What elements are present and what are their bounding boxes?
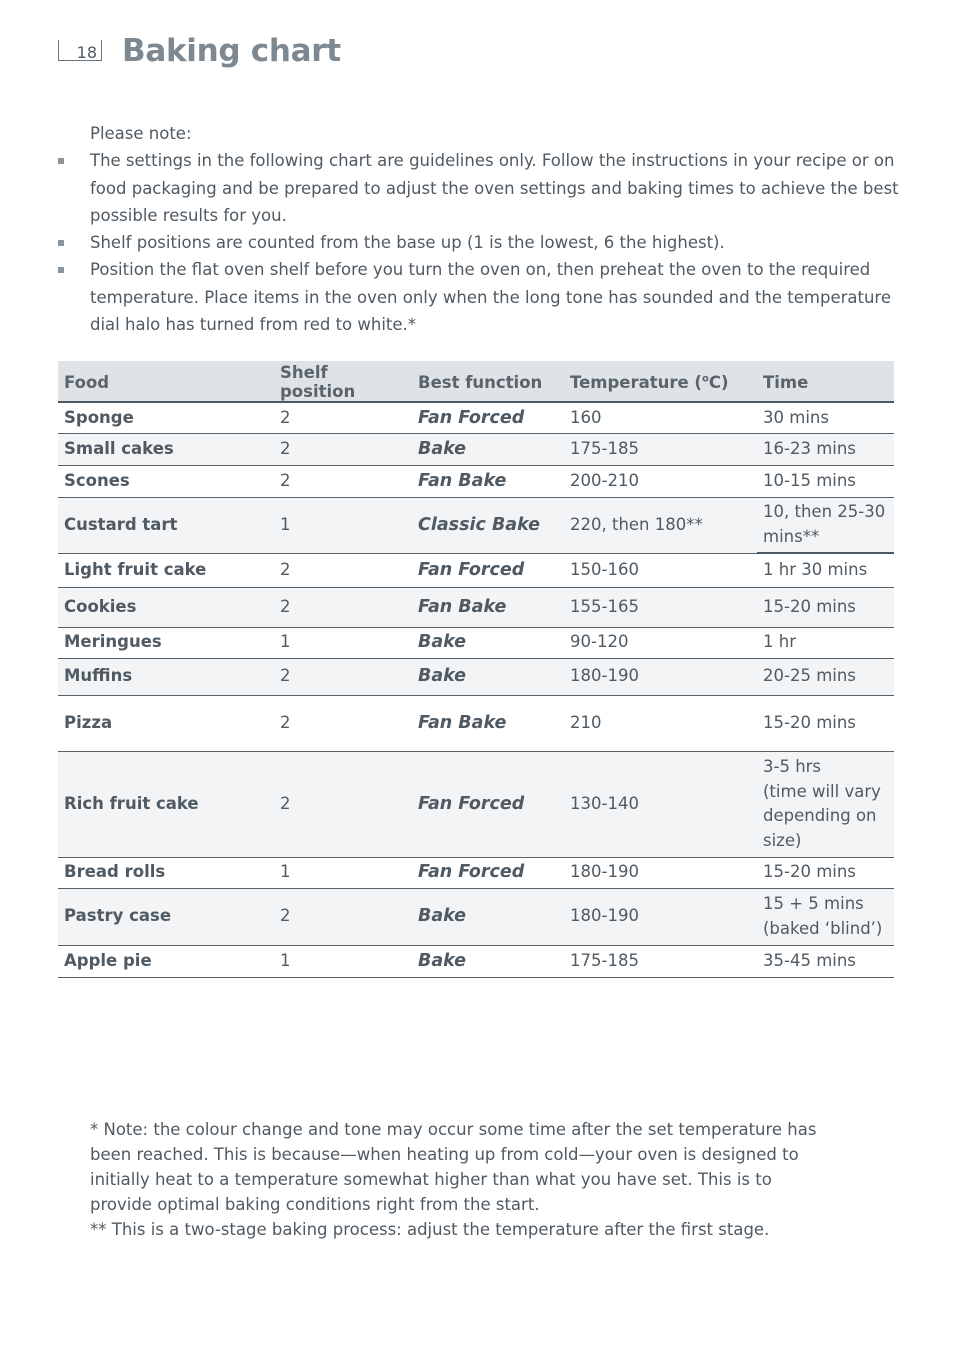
note-text: Position the flat oven shelf before you turn the oven on, then preheat the oven to the required temperature. Place items in the oven only when the long tone has sounded and the temperature dial halo has turned from red to white.* xyxy=(90,260,891,335)
cell-food: Custard tart xyxy=(58,497,274,553)
cell-temperature: 155-165 xyxy=(564,587,757,627)
cell-temperature: 130-140 xyxy=(564,751,757,857)
cell-function: Bake xyxy=(412,945,564,977)
cell-function: Fan Forced xyxy=(412,857,564,888)
cell-temperature: 160 xyxy=(564,402,757,433)
cell-time: 15-20 mins xyxy=(757,695,894,751)
cell-food: Apple pie xyxy=(58,945,274,977)
cell-temperature: 220, then 180** xyxy=(564,497,757,553)
cell-shelf: 2 xyxy=(274,888,412,945)
cell-shelf: 2 xyxy=(274,751,412,857)
cell-function: Fan Forced xyxy=(412,751,564,857)
cell-food: Sponge xyxy=(58,402,274,433)
cell-function: Fan Bake xyxy=(412,587,564,627)
notes-list xyxy=(90,147,900,338)
cell-temperature: 210 xyxy=(564,695,757,751)
cell-function: Fan Forced xyxy=(412,402,564,433)
cell-time: 15-20 mins xyxy=(757,587,894,627)
header-temperature xyxy=(564,361,757,402)
note-text: The settings in the following chart are guidelines only. Follow the instructions in your recipe or on food packaging and be prepared to adjust the oven settings and baking times to achieve the best possible results for you. xyxy=(90,151,899,225)
cell-temperature: 175-185 xyxy=(564,945,757,977)
cell-shelf: 2 xyxy=(274,658,412,695)
cell-function: Bake xyxy=(412,888,564,945)
note-text: Shelf positions are counted from the base up (1 is the lowest, 6 the highest). xyxy=(90,233,725,253)
cell-shelf: 2 xyxy=(274,402,412,433)
table-header-row xyxy=(58,361,894,402)
note-item xyxy=(90,256,900,338)
note-item xyxy=(90,229,900,256)
header-food: Food xyxy=(58,361,274,402)
table-row xyxy=(58,945,894,977)
square-bullet-icon xyxy=(58,240,64,246)
table-row xyxy=(58,751,894,857)
table-row xyxy=(58,553,894,587)
cell-food: Scones xyxy=(58,465,274,497)
cell-time: 10, then 25-30 mins** xyxy=(757,497,894,553)
cell-function: Fan Bake xyxy=(412,465,564,497)
header-best-function: Best function xyxy=(412,361,564,402)
cell-food: Muffins xyxy=(58,658,274,695)
cell-shelf: 2 xyxy=(274,553,412,587)
table-row xyxy=(58,888,894,945)
notes-section xyxy=(90,120,900,338)
cell-temperature: 180-190 xyxy=(564,888,757,945)
cell-function: Bake xyxy=(412,433,564,465)
baking-chart-table xyxy=(58,361,894,978)
cell-function: Bake xyxy=(412,627,564,658)
cell-function: Fan Forced xyxy=(412,553,564,587)
cell-food: Small cakes xyxy=(58,433,274,465)
cell-shelf: 1 xyxy=(274,857,412,888)
page-title: Baking chart xyxy=(122,33,341,69)
cell-shelf: 2 xyxy=(274,695,412,751)
notes-intro: Please note: xyxy=(90,124,192,143)
table-row xyxy=(58,695,894,751)
cell-time: 10-15 mins xyxy=(757,465,894,497)
cell-shelf: 2 xyxy=(274,587,412,627)
footnote-double-star: ** This is a two-stage baking process: adjust the temperature after the first stage. xyxy=(90,1220,770,1239)
table-row xyxy=(58,658,894,695)
cell-temperature: 200-210 xyxy=(564,465,757,497)
square-bullet-icon xyxy=(58,267,64,273)
cell-food: Bread rolls xyxy=(58,857,274,888)
footnotes xyxy=(90,1117,830,1242)
cell-time: 1 hr xyxy=(757,627,894,658)
cell-time: 15-20 mins xyxy=(757,857,894,888)
table-row xyxy=(58,587,894,627)
cell-temperature: 180-190 xyxy=(564,658,757,695)
cell-shelf: 1 xyxy=(274,497,412,553)
table-row xyxy=(58,627,894,658)
cell-temperature: 175-185 xyxy=(564,433,757,465)
table-row xyxy=(58,497,894,553)
cell-shelf: 2 xyxy=(274,465,412,497)
cell-function: Bake xyxy=(412,658,564,695)
footnote-single-star: * Note: the colour change and tone may occur some time after the set temperature has been reached. This is because—when heating up from cold—your oven is designed to initially heat to a temperature somewhat higher than what you have set. This is to provide optimal baking conditions right from the start. xyxy=(90,1120,817,1214)
cell-food: Meringues xyxy=(58,627,274,658)
cell-shelf: 2 xyxy=(274,433,412,465)
cell-time: 15 + 5 mins (baked ‘blind’) xyxy=(757,888,894,945)
cell-time: 35-45 mins xyxy=(757,945,894,977)
header-time: Time xyxy=(757,361,894,402)
cell-temperature: 90-120 xyxy=(564,627,757,658)
table-row xyxy=(58,465,894,497)
cell-shelf: 1 xyxy=(274,945,412,977)
cell-food: Cookies xyxy=(58,587,274,627)
cell-time: 20-25 mins xyxy=(757,658,894,695)
cell-food: Pizza xyxy=(58,695,274,751)
cell-time: 16-23 mins xyxy=(757,433,894,465)
cell-temperature: 180-190 xyxy=(564,857,757,888)
square-bullet-icon xyxy=(58,158,64,164)
header-temperature-suffix: C) xyxy=(708,372,729,392)
cell-time: 1 hr 30 mins xyxy=(757,553,894,587)
cell-temperature: 150-160 xyxy=(564,553,757,587)
cell-food: Light fruit cake xyxy=(58,553,274,587)
cell-food: Rich fruit cake xyxy=(58,751,274,857)
cell-shelf: 1 xyxy=(274,627,412,658)
table-row xyxy=(58,433,894,465)
note-item xyxy=(90,147,900,229)
cell-time: 30 mins xyxy=(757,402,894,433)
header-shelf-position: Shelf position xyxy=(274,361,412,402)
header-temperature-prefix: Temperature ( xyxy=(570,372,702,392)
cell-food: Pastry case xyxy=(58,888,274,945)
cell-function: Classic Bake xyxy=(412,497,564,553)
cell-function: Fan Bake xyxy=(412,695,564,751)
table-row xyxy=(58,402,894,433)
table-row xyxy=(58,857,894,888)
cell-time: 3-5 hrs (time will vary depending on size) xyxy=(757,751,894,857)
page-number: 18 xyxy=(58,40,102,61)
degree-sup: o xyxy=(701,373,709,384)
